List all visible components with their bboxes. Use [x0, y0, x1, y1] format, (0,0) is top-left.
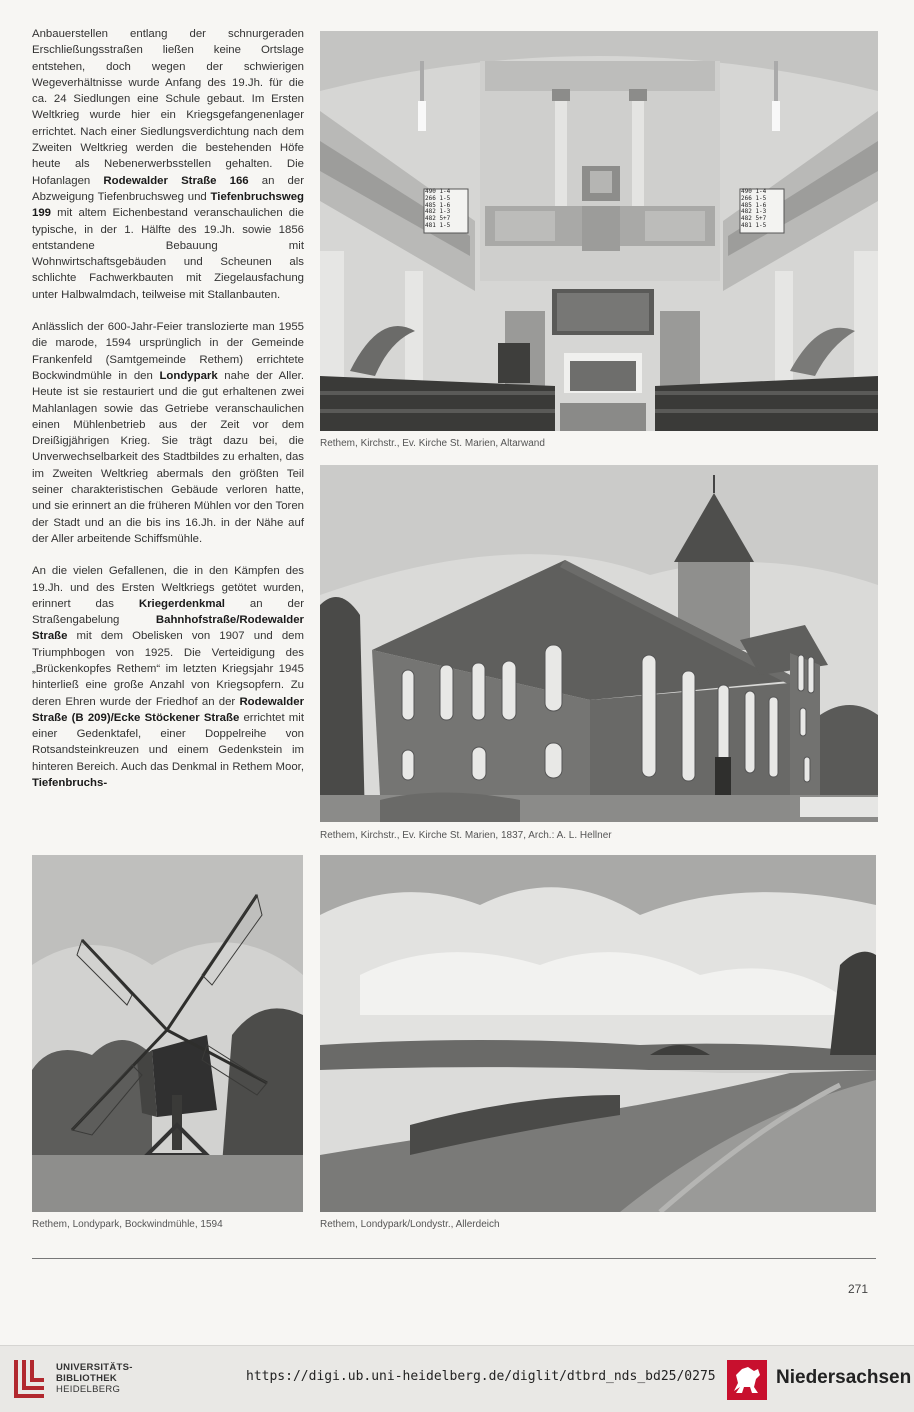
text-column — [32, 26, 304, 807]
bold-term: Bahnhofstraße/Rodewalder Straße — [32, 614, 304, 643]
text-run: an der Abzweigung Tiefenbruchsweg und — [32, 174, 304, 203]
text-run: mit dem Obelisken von 1907 und dem Triumphbogen von 1925. Die Verteidigung des „Brückenkopfes Rethem“ im letzten Kriegsjahr 1945 hinterließ eine große Anzahl von Kriegsopfern. Zu deren Ehren wurde der Friedhof an der — [32, 630, 304, 708]
page-number: 271 — [848, 1282, 869, 1296]
university-library-logo-icon[interactable] — [10, 1356, 50, 1400]
hymn-board-row: 485 1-6 — [425, 201, 451, 209]
library-line-3: HEIDELBERG — [56, 1384, 121, 1395]
viewer-footer — [0, 1345, 914, 1412]
hymn-board-row: 482 1-3 — [425, 208, 451, 216]
caption-church-exterior: Rethem, Kirchstr., Ev. Kirche St. Marien, 1837, Arch.: A. L. Hellner — [320, 830, 612, 841]
caption-river-dike: Rethem, Londypark/Londystr., Allerdeich — [320, 1219, 500, 1230]
paragraph-1 — [32, 26, 304, 303]
text-run: mit altem Eichenbestand veranschaulichen die typische, in der 1. Hälfte des 19.Jh. sowie 1856 entstandene Bebauung mit Wohnwirtschaftsgebäuden und Scheunen als schlichte Fachwerkbauten mit Ziegelausfachung unter Halbwalmdach, teilweise mit Stallanbauten. — [32, 207, 304, 301]
hymn-board-row: 482 5+7 — [741, 215, 767, 223]
hymn-board-left — [425, 189, 465, 230]
bold-term: Tiefenbruchsweg 199 — [32, 190, 304, 220]
bold-term: Rodewalder Straße (B 209)/Ecke Stöckener Straße — [32, 695, 304, 724]
hymn-board-row: 490 1-4 — [425, 188, 451, 195]
bold-term: Tiefenbruchs- — [32, 777, 108, 790]
hymn-board-row: 266 1-5 — [425, 194, 451, 202]
text-run: Anbauerstellen entlang der schnurgeraden Erschließungsstraßen ließen keine Ortslage entstehen, doch wegen der schwierigen Wegeverhältnisse wurde Anfang des 19.Jh. für die ca. 24 Siedlungen eine Schule gebaut. Im Ersten Weltkrieg wurde hier ein Kriegsgefangenenlager errichtet. Nach einer Siedlungsverdichtung nach dem Zweiten Weltkrieg werden die bestehenden Höfe heute als Nebenerwerbsstellen gehalten. Die Hofanlagen — [32, 28, 304, 187]
text-run: errichtet mit einer Gedenktafel, einer Doppelreihe von Rotsandsteinkreuzen und einem Gedenkstein im hinteren Bereich. Auch das Denkmal in Rethem Moor, — [32, 711, 304, 773]
photo-river-dike — [320, 855, 876, 1212]
photo-church-exterior — [320, 465, 878, 822]
bold-term: Londypark — [159, 369, 218, 382]
paragraph-3 — [32, 563, 304, 791]
hymn-board-right — [741, 189, 781, 230]
photo-windmill — [32, 855, 303, 1212]
hymn-board-row: 490 1-4 — [741, 188, 767, 195]
hymn-board-row: 481 1-5 — [425, 221, 451, 229]
text-run: nahe der Aller. Heute ist sie restauriert und die gut erhaltenen zwei Mahlanlagen sowie das Getriebe veranschaulichen einen Mühlenbetrieb aus der Zeit vor dem Dreißigjährigen Krieg. Sie trägt dazu bei, die Unverwechselbarkeit des Stadtbildes zu erhalten, das im Zweiten Weltkrieg abermals den größten Teil seiner charakteristischen Gebäude verloren hatte, und sie erinnert an die früheren Mühlen vor den Toren der Stadt und an die bis ins 16.Jh. in der Nähe auf der Aller arbeitende Schiffsmühle. — [32, 369, 304, 545]
document-url[interactable]: https://digi.ub.uni-heidelberg.de/diglit/dtbrd_nds_bd25/0275 — [246, 1369, 716, 1384]
hymn-board-row: 482 5+7 — [425, 215, 451, 223]
library-line-2: BIBLIOTHEK — [56, 1373, 118, 1384]
footer-rule — [32, 1258, 876, 1259]
bold-term: Kriegerdenkmal — [138, 597, 225, 610]
text-run: An die vielen Gefallenen, die in den Kämpfen des 19.Jh. und des Ersten Weltkriegs getötet wurden, erinnert das — [32, 565, 304, 610]
niedersachsen-label: Niedersachsen — [776, 1367, 912, 1388]
text-run: Anlässlich der 600-Jahr-Feier translozierte man 1955 die marode, 1594 ursprünglich in der Gemeinde Frankenfeld (Samtgemeinde Rethem) errichtete Bockwindmühle in den — [32, 321, 304, 382]
hymn-board-row: 482 1-3 — [741, 208, 767, 216]
hymn-board-row: 485 1-6 — [741, 201, 767, 209]
caption-church-interior: Rethem, Kirchstr., Ev. Kirche St. Marien, Altarwand — [320, 438, 545, 449]
niedersachsen-horse-icon — [726, 1359, 768, 1401]
library-line-1: UNIVERSITÄTS- — [56, 1362, 133, 1373]
paragraph-2 — [32, 319, 304, 547]
hymn-board-row: 481 1-5 — [741, 221, 767, 229]
photo-church-interior — [320, 31, 878, 431]
university-library-name — [56, 1362, 133, 1395]
hymn-board-row: 266 1-5 — [741, 194, 767, 202]
caption-windmill: Rethem, Londypark, Bockwindmühle, 1594 — [32, 1219, 223, 1230]
bold-term: Rodewalder Straße 166 — [103, 174, 249, 187]
text-run: an der Straßengabelung — [32, 597, 304, 627]
